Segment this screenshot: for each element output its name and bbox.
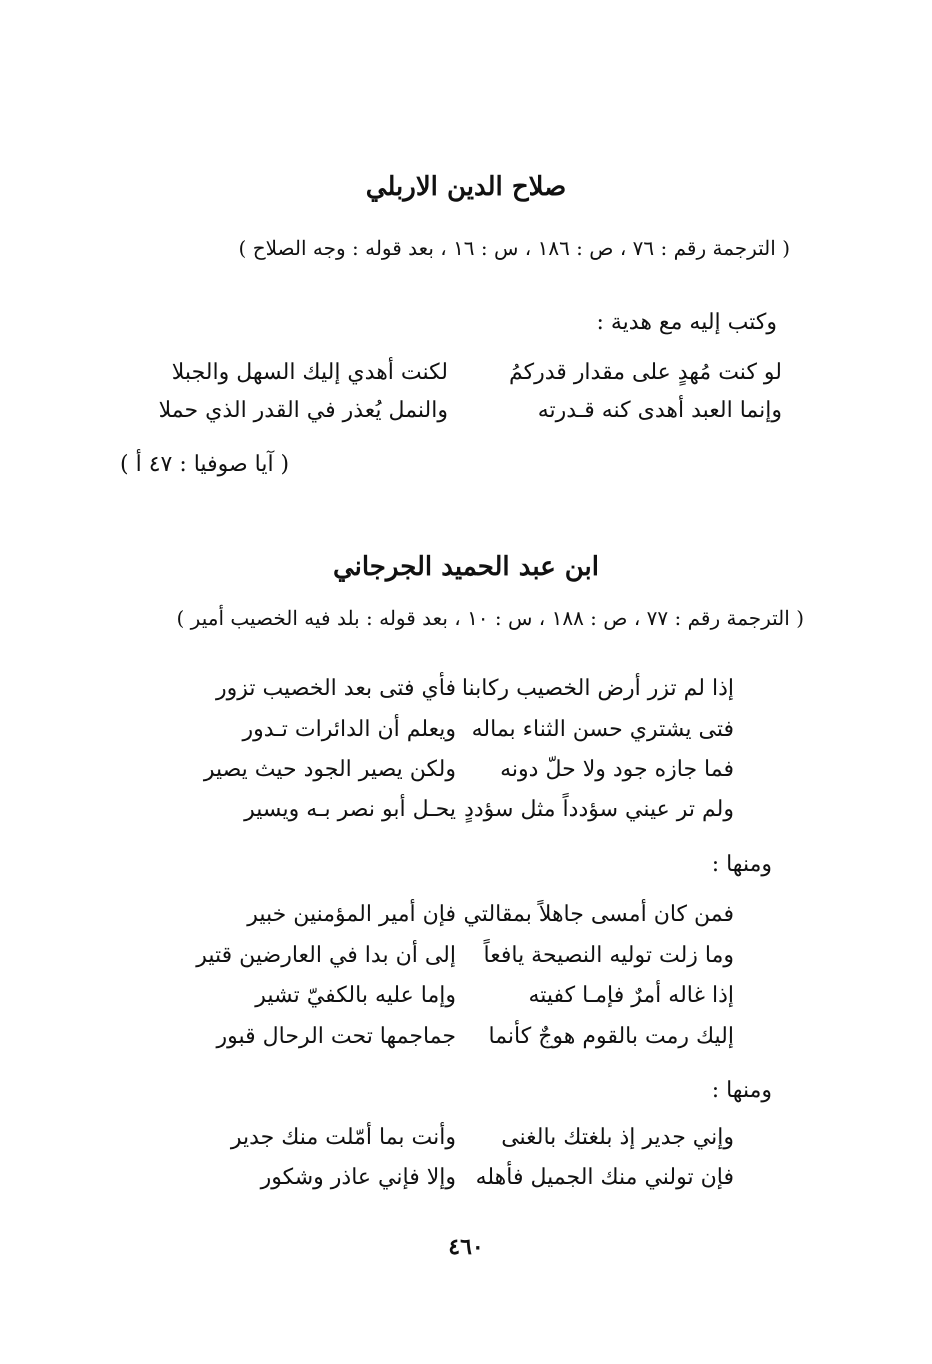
verse-left-hemistich: إلى أن بدا في العارضين قتير	[196, 943, 456, 968]
verse-line	[0, 902, 932, 932]
verse-line	[0, 1024, 932, 1054]
translation-reference: ( الترجمة رقم : ٧٦ ، ص : ١٨٦ ، س : ١٦ ، بعد قوله : وجه الصلاح )	[238, 236, 790, 260]
page-number: ٤٦٠	[448, 1234, 484, 1260]
intro-line: وكتب إليه مع هدية :	[596, 310, 777, 335]
section-title: صلاح الدين الاربلي	[365, 172, 567, 202]
verse-left-hemistich: جماجمها تحت الرحال قبور	[216, 1024, 456, 1049]
verse-left-hemistich: وإلا فإني عاذر وشكور	[260, 1165, 456, 1190]
verse-left-hemistich: وإما عليه بالكفيّ تشير	[255, 983, 456, 1008]
translation-reference: ( الترجمة رقم : ٧٧ ، ص : ١٨٨ ، س : ١٠ ، بعد قوله : بلد فيه الخصيب أمير )	[176, 606, 804, 630]
verse-left-hemistich: والنمل يُعذر في القدر الذي حملا	[158, 398, 448, 423]
verse-line	[0, 676, 932, 706]
verse-left-hemistich: فإن أمير المؤمنين خبير	[247, 902, 456, 927]
verse-left-hemistich: وأنت بما أمّلت منك جدير	[230, 1125, 456, 1150]
section-title: ابن عبد الحميد الجرجاني	[332, 552, 600, 582]
verse-right-hemistich: وإني جدير إذ بلغتك بالغنى	[501, 1125, 734, 1150]
verse-right-hemistich: ولم تر عيني سؤدداً مثل سؤددٍ	[464, 797, 734, 822]
minha-label: ومنها :	[711, 852, 772, 877]
verse-line	[0, 797, 932, 827]
minha-label: ومنها :	[711, 1078, 772, 1103]
verse-line	[0, 983, 932, 1013]
verse-right-hemistich: إذا غاله أمرٌ فإمـا كفيته	[528, 983, 734, 1008]
verse-right-hemistich: فإن تولني منك الجميل فأهله	[475, 1165, 734, 1190]
verse-line	[0, 757, 932, 787]
verse-right-hemistich: وما زلت توليه النصيحة يافعاً	[483, 943, 734, 968]
verse-line	[0, 360, 932, 390]
verse-line	[0, 1165, 932, 1195]
manuscript-source: ( آيا صوفيا : ٤٧ أ )	[120, 452, 290, 477]
verse-right-hemistich: إذا لم تزر أرض الخصيب ركابنا	[461, 676, 734, 701]
verse-right-hemistich: فما جازه جود ولا حلّ دونه	[500, 757, 734, 782]
verse-line	[0, 717, 932, 747]
verse-right-hemistich: وإنما العبد أهدى كنه قـدرته	[537, 398, 782, 423]
verse-line	[0, 943, 932, 973]
verse-left-hemistich: لكنت أهدي إليك السهل والجبلا	[171, 360, 448, 385]
verse-left-hemistich: ويعلم أن الدائرات تـدور	[242, 717, 456, 742]
verse-left-hemistich: يحـل أبو نصر بـه ويسير	[244, 797, 456, 822]
verse-right-hemistich: فمن كان أمسى جاهلاً بمقالتي	[463, 902, 734, 927]
verse-left-hemistich: ولكن يصير الجود حيث يصير	[203, 757, 456, 782]
verse-right-hemistich: فتى يشتري حسن الثناء بماله	[471, 717, 734, 742]
verse-left-hemistich: فأي فتى بعد الخصيب تزور	[215, 676, 456, 701]
verse-line	[0, 1125, 932, 1155]
verse-right-hemistich: إليك رمت بالقوم هوجٌ كأنما	[488, 1024, 734, 1049]
verse-right-hemistich: لو كنت مُهدٍ على مقدار قدركمُ	[509, 360, 782, 385]
verse-line	[0, 398, 932, 428]
